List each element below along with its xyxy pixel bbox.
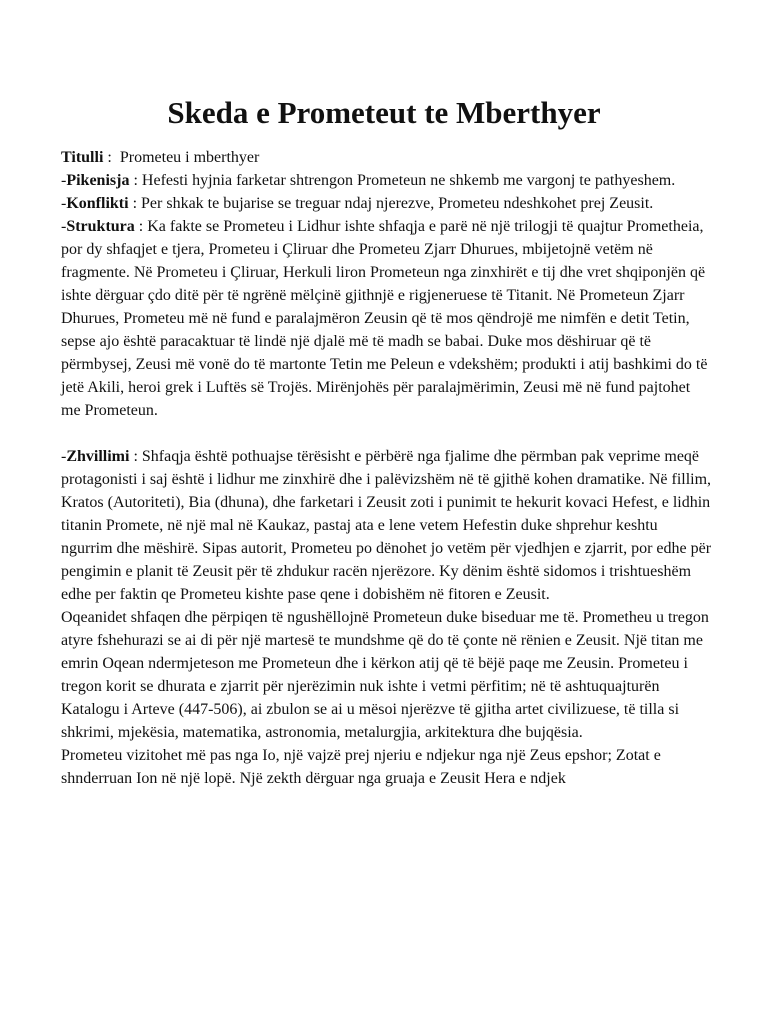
field-label: Zhvillimi xyxy=(66,448,130,465)
field-text: Ka fakte se Prometeu i Lidhur ishte shfaqja e parë në një trilogji të quajtur Prometheia, por dy shfaqjet e tjera, Prometeu i Çliruar dhe Prometeu Zjarr Dhurues, mbijetojnë vetëm në fragmente. Në Prometeu i Çliruar, Herkuli liron Prometeun nga zinxhirët e tij dhe vret shqiponjën që ishte dërguar çdo ditë për të ngrënë mëlçinë gjithnjë e rigjeneruese të Titanit. Në Prometeun Zjarr Dhurues, Prometeu më në fund e paralajmëron Zeusin që të mos qëndrojë me nimfën e detit Tetin, sepse ajo është paracaktuar të lindë një djalë më të madh se babai. Duke mos dëshiruar që të përmbysej, Zeusi më vonë do të martonte Tetin me Peleun e vdekshëm; produkti i atij bashkimi do të jetë Akili, heroi grek i Luftës së Trojës. Mirënjohës për paralajmërimin, Zeusi më në fund pajtohet me Prometeun. xyxy=(61,218,708,419)
field-label: Konflikti xyxy=(66,195,129,212)
document-body xyxy=(61,146,713,790)
paragraph-io: Prometeu vizitohet më pas nga Io, një vajzë prej njeriu e ndjekur nga një Zeus epshor; Zotat e shnderruan Ion në një lopë. Një zekth dërguar nga gruaja e Zeusit Hera e ndjek xyxy=(61,747,661,787)
field-label: Struktura xyxy=(66,218,135,235)
paragraph-oqeanidet: Oqeanidet shfaqen dhe përpiqen të ngushëllojnë Prometeun duke biseduar me të. Prometheu u tregon atyre fshehurazi se ai di për një martesë te mundshme që do të çonte në rënien e Zeusit. Një titan me emrin Oqean ndermjeteson me Prometeun dhe i kërkon atij që të bëjë paqe me Zeusin. Prometeu i tregon korit se dhurata e zjarrit për njerëzimin nuk ishte i vetmi përfitim; në të ashtuquajturën Katalogu i Arteve (447-506), ai zbulon se ai u mësoi njerëzve të gjitha artet civilizuese, të tilla si shkrimi, mjekësia, matematika, astronomia, metalurgjia, arkitektura dhe bujqësia. xyxy=(61,609,709,741)
field-label: Titulli xyxy=(61,149,104,166)
field-struktura: -Struktura : Ka fakte se Prometeu i Lidhur ishte shfaqja e parë në një trilogji të quajtur Prometheia, por dy shfaqjet e tjera, Prometeu i Çliruar dhe Prometeu Zjarr Dhurues, mbijetojnë vetëm në fragmente. Në Prometeu i Çliruar, Herkuli liron Prometeun nga zinxhirët e tij dhe vret shqiponjën që ishte dërguar çdo ditë për të ngrënë mëlçinë gjithnjë e rigjeneruese të Titanit. Në Prometeun Zjarr Dhurues, Prometeu më në fund e paralajmëron Zeusin që të mos qëndrojë me nimfën e detit Tetin, sepse ajo është paracaktuar të lindë një djalë më të madh se babai. Duke mos dëshiruar që të përmbysej, Zeusi më vonë do të martonte Tetin me Peleun e vdekshëm; produkti i atij bashkimi do të jetë Akili, heroi grek i Luftës së Trojës. Mirënjohës për paralajmërimin, Zeusi më në fund pajtohet me Prometeun. xyxy=(61,218,708,419)
field-text: Shfaqja është pothuajse tërësisht e përbërë nga fjalime dhe përmban pak veprime meqë protagonisti i saj është i lidhur me zinxhirë dhe i palëvizshëm në të gjithë kohen dramatike. Në fillim, Kratos (Autoriteti), Bia (dhuna), dhe farketari i Zeusit zoti i punimit te hekurit kovaci Hefest, e lidhin titanin Promete, në një mal në Kaukaz, pastaj ata e lene vetem Hefestin duke shprehur keshtu ngurrim dhe mëshirë. Sipas autorit, Prometeu po dënohet jo vetëm për vjedhjen e zjarrit, por edhe për pengimin e planit të Zeusit për të zhdukur racën njerëzore. Ky dënim është sidomos i trishtueshëm edhe per faktin qe Prometeu kishte pase qene i dobishëm në fitoren e Zeusit. xyxy=(61,448,712,603)
field-konflikti: -Konflikti : Per shkak te bujarise se treguar ndaj njerezve, Prometeu ndeshkohet prej Zeusit. xyxy=(61,195,654,212)
document-title: Skeda e Prometeut te Mberthyer xyxy=(167,95,601,130)
field-text: Hefesti hyjnia farketar shtrengon Prometeun ne shkemb me vargonj te pathyeshem. xyxy=(141,172,676,189)
field-text: Prometeu i mberthyer xyxy=(119,149,260,166)
field-zhvillimi: -Zhvillimi : Shfaqja është pothuajse tërësisht e përbërë nga fjalime dhe përmban pak veprime meqë protagonisti i saj është i lidhur me zinxhirë dhe i palëvizshëm në të gjithë kohen dramatike. Në fillim, Kratos (Autoriteti), Bia (dhuna), dhe farketari i Zeusit zoti i punimit te hekurit kovaci Hefest, e lidhin titanin Promete, në një mal në Kaukaz, pastaj ata e lene vetem Hefestin duke shprehur keshtu ngurrim dhe mëshirë. Sipas autorit, Prometeu po dënohet jo vetëm për vjedhjen e zjarrit, por edhe për pengimin e planit të Zeusit për të zhdukur racën njerëzore. Ky dënim është sidomos i trishtueshëm edhe per faktin qe Prometeu kishte pase qene i dobishëm në fitoren e Zeusit. xyxy=(61,448,712,603)
field-pikenisja: -Pikenisja : Hefesti hyjnia farketar shtrengon Prometeun ne shkemb me vargonj te pathyeshem. xyxy=(61,172,676,189)
field-text: Per shkak te bujarise se treguar ndaj njerezve, Prometeu ndeshkohet prej Zeusit. xyxy=(141,195,654,212)
field-titulli: Titulli : Prometeu i mberthyer xyxy=(61,149,260,166)
field-label: Pikenisja xyxy=(66,172,130,189)
